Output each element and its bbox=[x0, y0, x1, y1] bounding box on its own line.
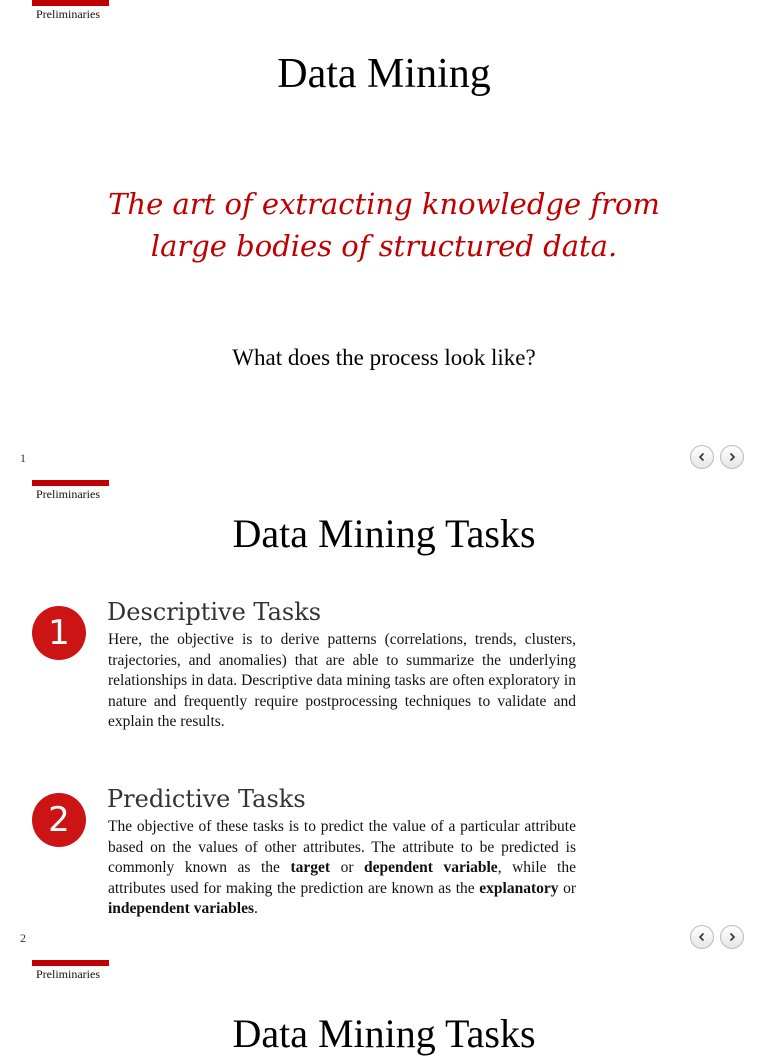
task-heading: Predictive Tasks bbox=[107, 785, 306, 813]
section-bar bbox=[32, 480, 109, 486]
slide-title: Data Mining bbox=[277, 51, 491, 97]
text-part: or bbox=[558, 879, 576, 897]
page-number: 1 bbox=[20, 451, 26, 465]
task-description bbox=[108, 817, 576, 920]
term-independent-variables: independent variables bbox=[108, 900, 254, 917]
text-part: The objective of these tasks is to predict the value of a particular attribute based on the values of other attributes. The attribute to be predicted is commonly known as the bbox=[108, 818, 576, 876]
page-number: 2 bbox=[20, 931, 26, 945]
section-bar bbox=[32, 960, 109, 966]
section-label: Preliminaries bbox=[36, 487, 100, 501]
slide-title: Data Mining Tasks bbox=[232, 1011, 536, 1056]
chevron-right-icon bbox=[727, 452, 737, 462]
prev-slide-button[interactable] bbox=[690, 925, 714, 949]
slide-title: Data Mining Tasks bbox=[232, 511, 536, 556]
question-text: What does the process look like? bbox=[232, 345, 536, 370]
text-part: or bbox=[330, 859, 365, 876]
prev-slide-button[interactable] bbox=[690, 445, 714, 469]
section-label: Preliminaries bbox=[36, 967, 100, 981]
task-number-badge: 1 bbox=[32, 606, 86, 660]
section-bar bbox=[32, 0, 109, 6]
task-description: Here, the objective is to derive patterns (correlations, trends, clusters, trajectories, and anomalies) that are able to summarize the underlying relationships in data. Descriptive data mining tasks are often exploratory in nature and frequently require postprocessing techniques to validate and explain the results. bbox=[108, 631, 576, 730]
chevron-left-icon bbox=[697, 452, 707, 462]
slide-nav bbox=[690, 925, 744, 949]
slide-1 bbox=[0, 0, 768, 480]
term-explanatory: explanatory bbox=[479, 879, 559, 897]
slide-nav bbox=[690, 445, 744, 469]
chevron-left-icon bbox=[697, 932, 707, 942]
task-number-badge: 2 bbox=[32, 793, 86, 847]
next-slide-button[interactable] bbox=[720, 925, 744, 949]
section-label: Preliminaries bbox=[36, 7, 100, 21]
slide-2 bbox=[0, 480, 768, 960]
term-dependent-variable: dependent variable bbox=[364, 859, 498, 876]
task-heading: Descriptive Tasks bbox=[107, 598, 322, 626]
tagline: The art of extracting knowledge from large bodies of structured data. bbox=[108, 187, 660, 263]
term-target: target bbox=[290, 859, 331, 876]
text-part: . bbox=[253, 900, 258, 917]
text-part: , while the attributes used for making the prediction are known as the bbox=[108, 859, 576, 897]
slide-3 bbox=[0, 960, 768, 1056]
chevron-right-icon bbox=[727, 932, 737, 942]
next-slide-button[interactable] bbox=[720, 445, 744, 469]
